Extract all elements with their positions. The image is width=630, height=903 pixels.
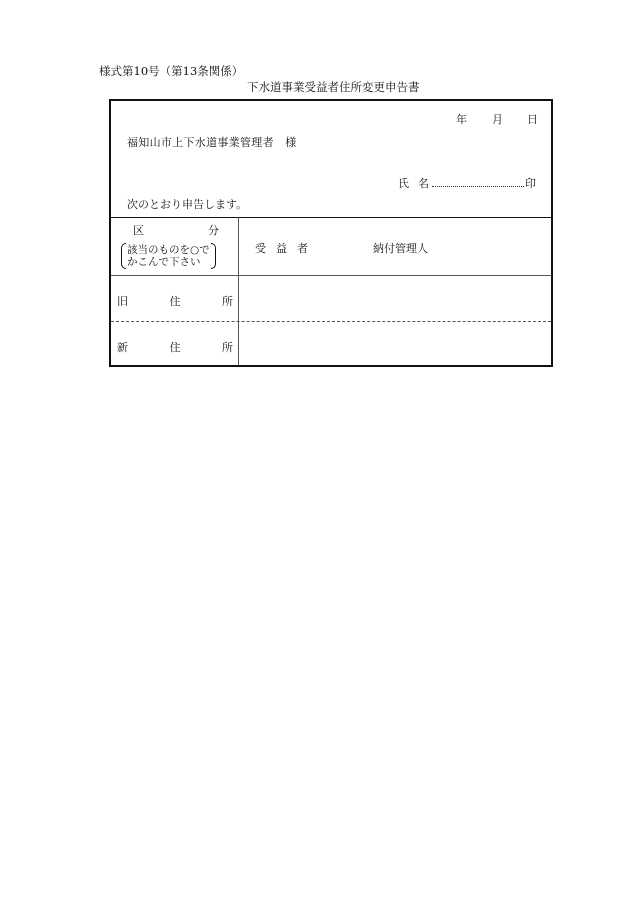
new-address-label-char: 住 [169, 341, 181, 354]
category-note [121, 244, 216, 268]
date-year-label: 年 [456, 113, 467, 126]
new-address-label [117, 339, 233, 355]
category-note-line: かこんで下さい [127, 256, 201, 268]
new-address-label-char: 新 [117, 341, 128, 354]
old-address-label-char: 旧 [117, 295, 128, 308]
option-payment-manager[interactable]: 納付管理人 [373, 242, 428, 255]
old-address-label [117, 293, 233, 309]
form-box [109, 99, 553, 367]
divider-middle [111, 275, 551, 276]
column-divider [238, 217, 239, 365]
category-note-line: 該当のものを○で [127, 244, 210, 256]
name-label: 氏名 [398, 177, 438, 190]
addressee: 福知山市上下水道事業管理者 様 [127, 136, 297, 149]
old-address-label-char: 住 [169, 295, 181, 308]
seal-mark: 印 [525, 177, 536, 190]
divider-dashed [111, 321, 551, 322]
date-month-label: 月 [492, 113, 503, 126]
category-label-char: 区 [133, 224, 144, 237]
form-number: 様式第10号（第13条関係） [99, 64, 244, 78]
new-address-label-char: 所 [222, 341, 233, 354]
name-field[interactable] [432, 186, 524, 187]
old-address-label-char: 所 [222, 295, 233, 308]
divider-top [111, 217, 551, 218]
category-label [133, 222, 219, 238]
option-beneficiary[interactable]: 受益者 [255, 242, 318, 255]
date-day-label: 日 [527, 113, 538, 126]
document-title: 下水道事業受益者住所変更申告書 [247, 80, 420, 94]
declaration-text: 次のとおり申告します。 [127, 198, 248, 211]
category-label-char: 分 [208, 224, 219, 237]
